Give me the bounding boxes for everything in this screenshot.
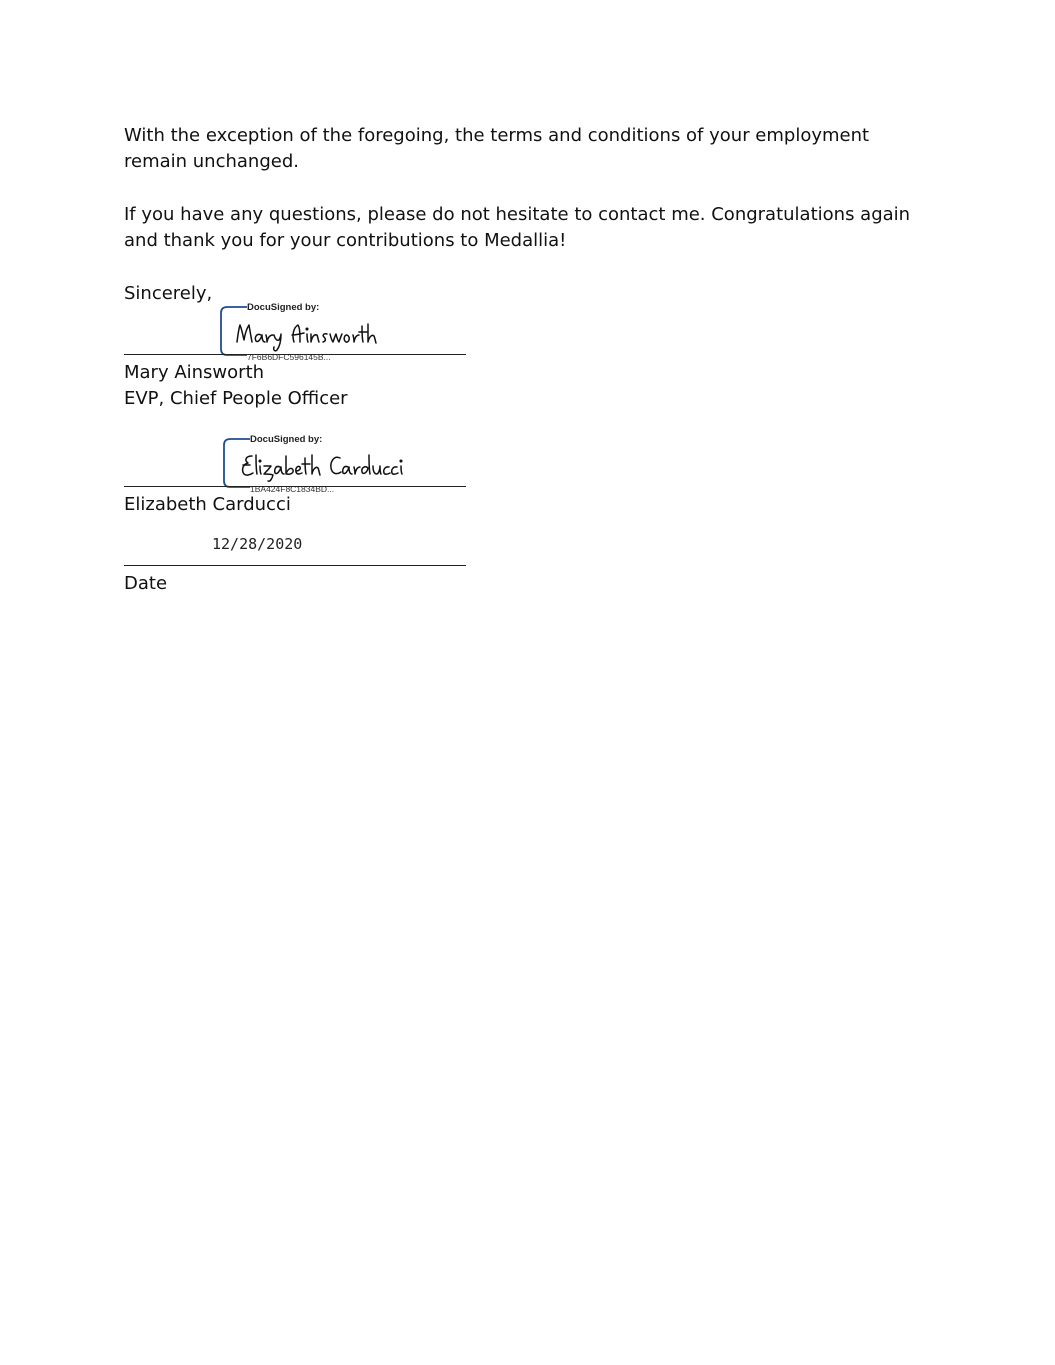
paragraph-employment-terms: With the exception of the foregoing, the terms and conditions of your employment remain unchanged.: [124, 125, 870, 172]
signature-elizabeth-carducci: [238, 450, 408, 488]
docusign-label: DocuSigned by:: [247, 302, 320, 313]
docusign-label: DocuSigned by:: [250, 434, 323, 445]
signature-line-1: [124, 354, 466, 355]
date-value: 12/28/2020: [212, 535, 303, 553]
date-line: [124, 565, 466, 566]
signer-title-1: EVP, Chief People Officer: [124, 388, 348, 409]
signature-mary-ainsworth: [234, 318, 379, 356]
signer-name-1: Mary Ainsworth: [124, 362, 265, 383]
docusign-envelope-id: 1BA424F8C1834BD...: [250, 484, 335, 494]
signer-name-2: Elizabeth Carducci: [124, 494, 291, 515]
closing-text: Sincerely,: [124, 283, 213, 304]
docusign-envelope-id: 7F6B6DFC596145B...: [247, 352, 331, 362]
signature-line-2: [124, 486, 466, 487]
date-label: Date: [124, 573, 168, 594]
paragraph-questions: If you have any questions, please do not hesitate to contact me. Congratulations again and thank you for your contributions to Medallia!: [124, 204, 911, 251]
